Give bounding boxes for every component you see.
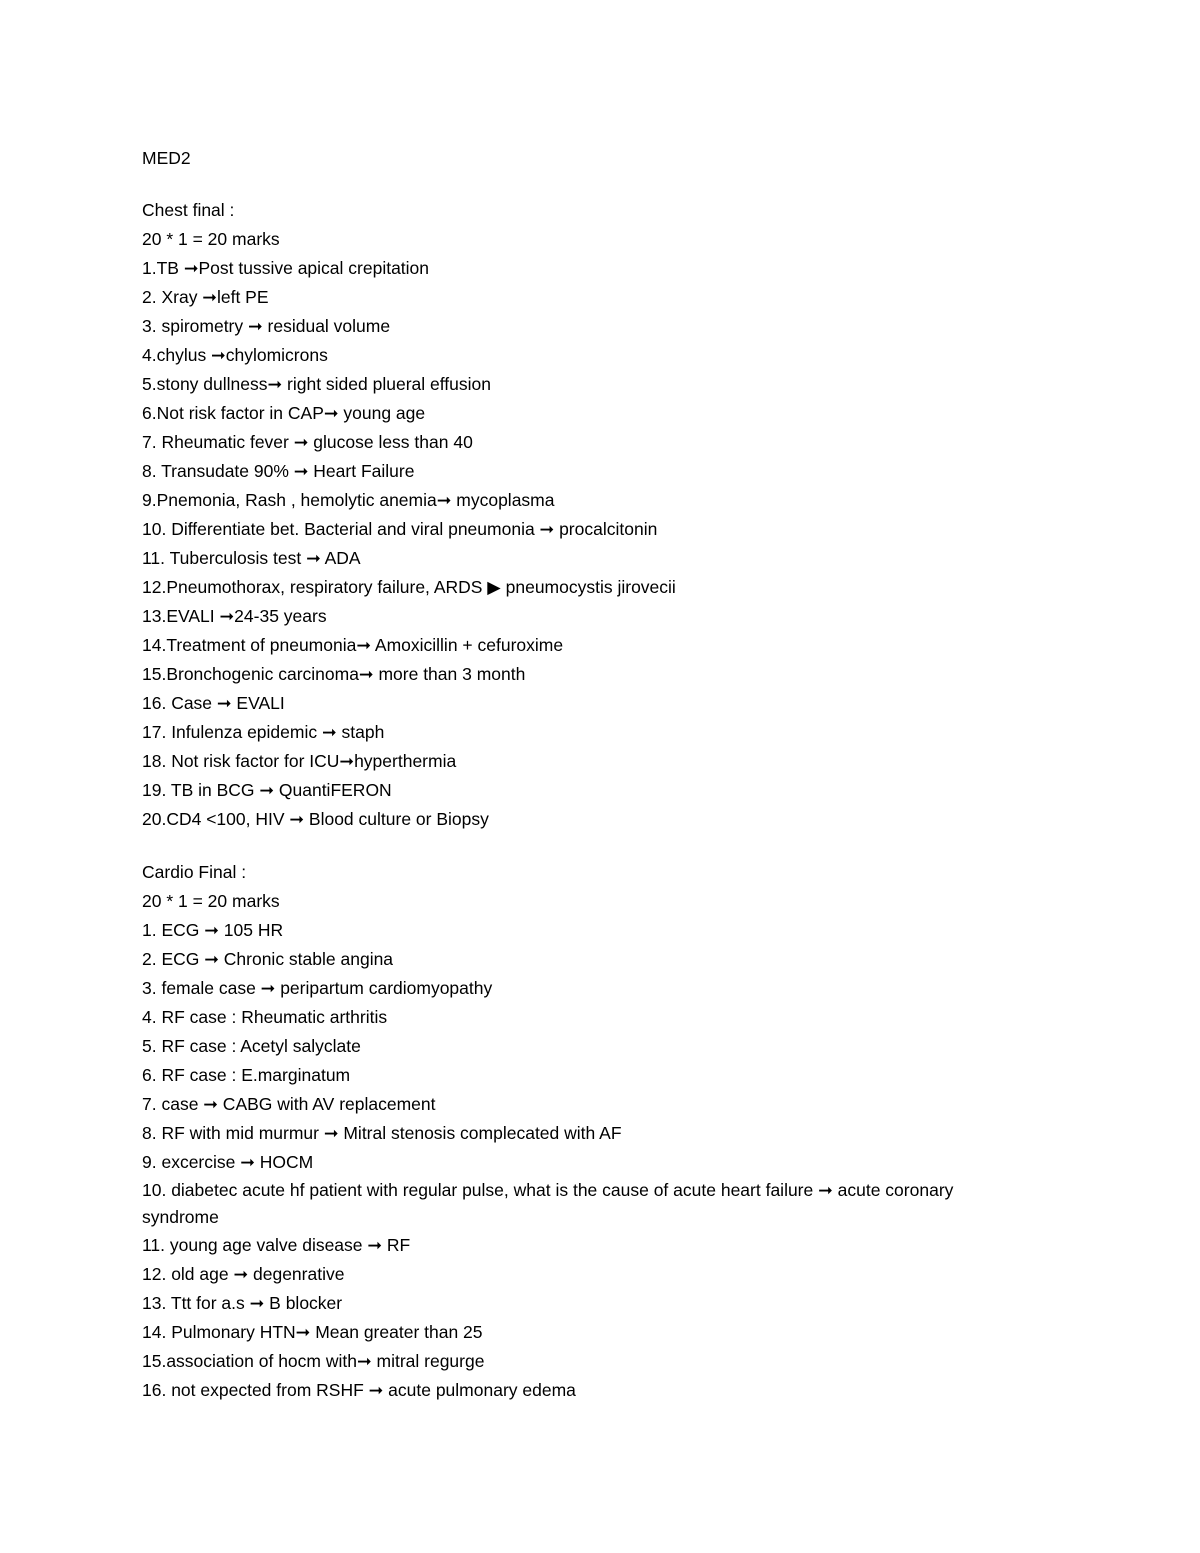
- list-item: 4.chylus ➞chylomicrons: [142, 345, 328, 365]
- list-item: 15.Bronchogenic carcinoma➞ more than 3 month: [142, 664, 526, 684]
- list-item: 16. Case ➞ EVALI: [142, 693, 285, 713]
- list-item: 2. Xray ➞left PE: [142, 287, 269, 307]
- list-item: 10. diabetec acute hf patient with regular pulse, what is the cause of acute heart failure ➞ acute coronary syndrome: [142, 1180, 954, 1227]
- list-item: 10. Differentiate bet. Bacterial and viral pneumonia ➞ procalcitonin: [142, 519, 658, 539]
- list-item: 9.Pnemonia, Rash , hemolytic anemia➞ mycoplasma: [142, 490, 555, 510]
- list-item: 9. excercise ➞ HOCM: [142, 1152, 314, 1172]
- list-item: 13. Ttt for a.s ➞ B blocker: [142, 1293, 343, 1313]
- section-marks: 20 * 1 = 20 marks: [142, 229, 280, 249]
- list-item: 11. young age valve disease ➞ RF: [142, 1235, 411, 1255]
- list-item: 13.EVALI ➞24-35 years: [142, 606, 327, 626]
- cardio-section: [142, 858, 1042, 1405]
- list-item: 3. female case ➞ peripartum cardiomyopathy: [142, 978, 493, 998]
- list-item: 8. RF with mid murmur ➞ Mitral stenosis complecated with AF: [142, 1123, 622, 1143]
- list-item: 15.association of hocm with➞ mitral regurge: [142, 1351, 485, 1371]
- section-heading: Cardio Final :: [142, 862, 247, 882]
- section-spacer: [142, 834, 1042, 858]
- list-item: 5.stony dullness➞ right sided plueral effusion: [142, 374, 491, 394]
- list-item: 7. case ➞ CABG with AV replacement: [142, 1094, 436, 1114]
- list-item: 6.Not risk factor in CAP➞ young age: [142, 403, 426, 423]
- section-heading: Chest final :: [142, 200, 235, 220]
- list-item: 6. RF case : E.marginatum: [142, 1065, 351, 1085]
- list-item: 1. ECG ➞ 105 HR: [142, 920, 284, 940]
- list-item: 3. spirometry ➞ residual volume: [142, 316, 391, 336]
- document-title: MED2: [142, 148, 191, 168]
- list-item: 1.TB ➞Post tussive apical crepitation: [142, 258, 430, 278]
- list-item: 2. ECG ➞ Chronic stable angina: [142, 949, 394, 969]
- list-item: 12.Pneumothorax, respiratory failure, ARDS ▶ pneumocystis jirovecii: [142, 577, 676, 597]
- chest-section: [142, 196, 1042, 834]
- list-item: 11. Tuberculosis test ➞ ADA: [142, 548, 361, 568]
- list-item: 14.Treatment of pneumonia➞ Amoxicillin + cefuroxime: [142, 635, 564, 655]
- list-item: 12. old age ➞ degenrative: [142, 1264, 345, 1284]
- document-body: [142, 144, 1042, 1405]
- list-item: 5. RF case : Acetyl salyclate: [142, 1036, 361, 1056]
- list-item: 17. Infulenza epidemic ➞ staph: [142, 722, 385, 742]
- list-item: 4. RF case : Rheumatic arthritis: [142, 1007, 388, 1027]
- list-item: 14. Pulmonary HTN➞ Mean greater than 25: [142, 1322, 483, 1342]
- list-item: 18. Not risk factor for ICU➞hyperthermia: [142, 751, 457, 771]
- list-item: 19. TB in BCG ➞ QuantiFERON: [142, 780, 392, 800]
- list-item: 16. not expected from RSHF ➞ acute pulmonary edema: [142, 1380, 576, 1400]
- list-item: 20.CD4 <100, HIV ➞ Blood culture or Biopsy: [142, 809, 489, 829]
- section-marks: 20 * 1 = 20 marks: [142, 891, 280, 911]
- list-item: 7. Rheumatic fever ➞ glucose less than 40: [142, 432, 473, 452]
- list-item: 8. Transudate 90% ➞ Heart Failure: [142, 461, 415, 481]
